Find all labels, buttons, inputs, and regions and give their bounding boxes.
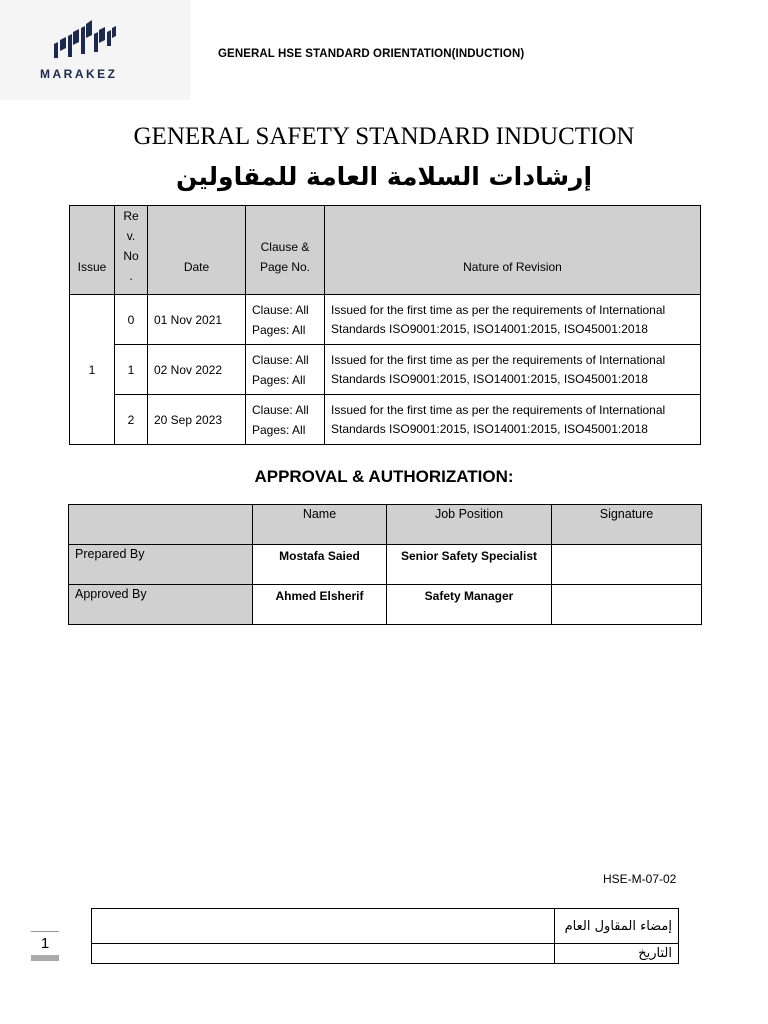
- date-cell: 20 Sep 2023: [148, 395, 246, 445]
- signature-cell: [552, 585, 702, 625]
- date-cell: 01 Nov 2021: [148, 295, 246, 345]
- table-row: [69, 545, 702, 585]
- nature-cell: Issued for the first time as per the requirements of International Standards ISO9001:2015, ISO14001:2015, ISO45001:2018: [325, 395, 701, 445]
- header-job-position: Job Position: [387, 505, 552, 545]
- company-logo: [0, 0, 190, 100]
- rev-cell: 2: [115, 395, 148, 445]
- signature-cell: [552, 545, 702, 585]
- rev-cell: 1: [115, 345, 148, 395]
- logo-wordmark: MARAKEZ: [40, 67, 118, 81]
- table-row: [70, 395, 701, 445]
- header-name: Name: [253, 505, 387, 545]
- header-signature: Signature: [552, 505, 702, 545]
- table-row: [70, 295, 701, 345]
- position-cell: Senior Safety Specialist: [387, 545, 552, 585]
- clause-cell: Clause: All Pages: All: [246, 295, 325, 345]
- document-code: HSE-M-07-02: [603, 872, 677, 886]
- name-cell: Ahmed Elsherif: [253, 585, 387, 625]
- revision-table: [69, 205, 701, 445]
- header-blank: [69, 505, 253, 545]
- row-label: Approved By: [69, 585, 253, 625]
- table-row: [92, 944, 679, 964]
- issue-cell: 1: [70, 295, 115, 445]
- clause-cell: Clause: All Pages: All: [246, 395, 325, 445]
- name-cell: Mostafa Saied: [253, 545, 387, 585]
- nature-cell: Issued for the first time as per the requirements of International Standards ISO9001:2015, ISO14001:2015, ISO45001:2018: [325, 345, 701, 395]
- header-rev-no: Re v. No .: [115, 206, 148, 295]
- row-label: Prepared By: [69, 545, 253, 585]
- table-row: [70, 345, 701, 395]
- header-date: Date: [148, 206, 246, 295]
- date-cell: 02 Nov 2022: [148, 345, 246, 395]
- date-value-cell: [92, 944, 555, 964]
- position-cell: Safety Manager: [387, 585, 552, 625]
- header-title: GENERAL HSE STANDARD ORIENTATION(INDUCTION): [218, 48, 525, 60]
- page-number-bar: [31, 955, 59, 961]
- table-row: [92, 909, 679, 944]
- revision-table-header: [70, 206, 701, 295]
- header-nature: Nature of Revision: [325, 206, 701, 295]
- rev-cell: 0: [115, 295, 148, 345]
- table-row: [69, 585, 702, 625]
- page-number: 1: [31, 931, 59, 952]
- clause-cell: Clause: All Pages: All: [246, 345, 325, 395]
- approval-table: [68, 504, 702, 625]
- date-label: التاريخ: [555, 944, 679, 964]
- approval-heading: APPROVAL & AUTHORIZATION:: [254, 467, 514, 486]
- header-issue: Issue: [70, 206, 115, 295]
- marakez-logo-mark-icon: [52, 10, 118, 64]
- page-title: GENERAL SAFETY STANDARD INDUCTION: [133, 123, 635, 150]
- contractor-signature-table: [91, 908, 679, 964]
- contractor-signature-label: إمضاء المقاول العام: [555, 909, 679, 944]
- signature-value-cell: [92, 909, 555, 944]
- page-title-arabic: إرشادات السلامة العامة للمقاولين: [175, 162, 593, 191]
- approval-table-header: [69, 505, 702, 545]
- header-clause: Clause & Page No.: [246, 206, 325, 295]
- nature-cell: Issued for the first time as per the requirements of International Standards ISO9001:2015, ISO14001:2015, ISO45001:2018: [325, 295, 701, 345]
